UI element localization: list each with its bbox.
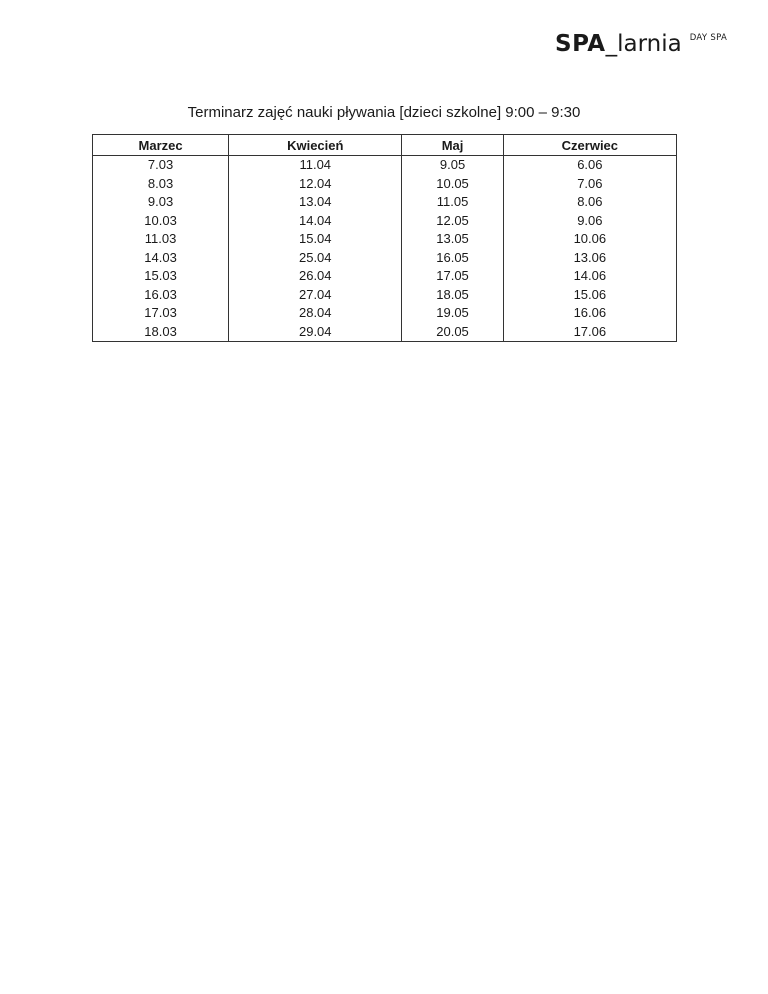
table-row xyxy=(93,175,677,194)
table-cell: 18.05 xyxy=(402,286,503,305)
table-cell: 17.06 xyxy=(503,323,676,342)
table-cell: 16.03 xyxy=(144,286,177,302)
table-cell: 18.03 xyxy=(144,323,177,339)
page-title: Terminarz zajęć nauki pływania [dzieci szkolne] 9:00 – 9:30 xyxy=(187,104,581,121)
table-header-row xyxy=(93,135,677,156)
table-cell: 8.03 xyxy=(147,175,174,191)
table-row xyxy=(93,286,677,305)
table-cell: 16.05 xyxy=(402,249,503,268)
table-cell: 17.05 xyxy=(402,267,503,286)
table-cell: 10.05 xyxy=(402,175,503,194)
table-cell: 12.04 xyxy=(229,175,402,194)
table-row xyxy=(93,304,677,323)
table-cell: 26.04 xyxy=(229,267,402,286)
table-cell: 29.04 xyxy=(229,323,402,342)
table-cell: 9.06 xyxy=(503,212,676,231)
table-cell: 16.06 xyxy=(503,304,676,323)
table-cell: 10.03 xyxy=(144,212,177,228)
table-cell: 17.03 xyxy=(144,305,177,321)
table-row xyxy=(93,212,677,231)
table-cell: 27.04 xyxy=(229,286,402,305)
table-row xyxy=(93,267,677,286)
table-cell: 15.04 xyxy=(229,230,402,249)
table-cell: 14.03 xyxy=(144,249,177,265)
column-header-czerwiec: Czerwiec xyxy=(503,135,676,156)
table-cell: 13.04 xyxy=(229,193,402,212)
table-cell: 7.06 xyxy=(503,175,676,194)
table-cell: 11.04 xyxy=(229,156,402,175)
table-cell: 19.05 xyxy=(402,304,503,323)
table-cell: 13.05 xyxy=(402,230,503,249)
logo-bold-text: SPA xyxy=(555,31,606,57)
table-cell: 7.03 xyxy=(147,157,174,173)
table-cell: 11.03 xyxy=(144,231,177,247)
table-cell: 14.04 xyxy=(229,212,402,231)
table-cell: 28.04 xyxy=(229,304,402,323)
table-row xyxy=(93,249,677,268)
table-cell: 20.05 xyxy=(402,323,503,342)
logo-rest-text: _larnia xyxy=(605,31,682,57)
table-row xyxy=(93,230,677,249)
table-cell: 6.06 xyxy=(503,156,676,175)
table-cell: 9.03 xyxy=(147,194,174,210)
column-header-marzec: Marzec xyxy=(93,135,229,156)
table-cell: 14.06 xyxy=(503,267,676,286)
table-cell: 15.06 xyxy=(503,286,676,305)
table-cell: 13.06 xyxy=(503,249,676,268)
table-cell: 15.03 xyxy=(144,268,177,284)
table-cell: 9.05 xyxy=(402,156,503,175)
schedule-table-body xyxy=(93,156,677,342)
table-row xyxy=(93,323,677,342)
table-cell: 12.05 xyxy=(402,212,503,231)
column-header-maj: Maj xyxy=(402,135,503,156)
table-cell: 11.05 xyxy=(402,193,503,212)
table-cell: 10.06 xyxy=(503,230,676,249)
table-row xyxy=(93,193,677,212)
table-cell: 25.04 xyxy=(229,249,402,268)
column-header-kwiecien: Kwiecień xyxy=(229,135,402,156)
table-row xyxy=(93,156,677,175)
spa-larnia-logo xyxy=(555,30,727,58)
logo-tagline: DAY SPA xyxy=(689,33,728,43)
table-cell: 8.06 xyxy=(503,193,676,212)
schedule-table xyxy=(92,134,677,342)
